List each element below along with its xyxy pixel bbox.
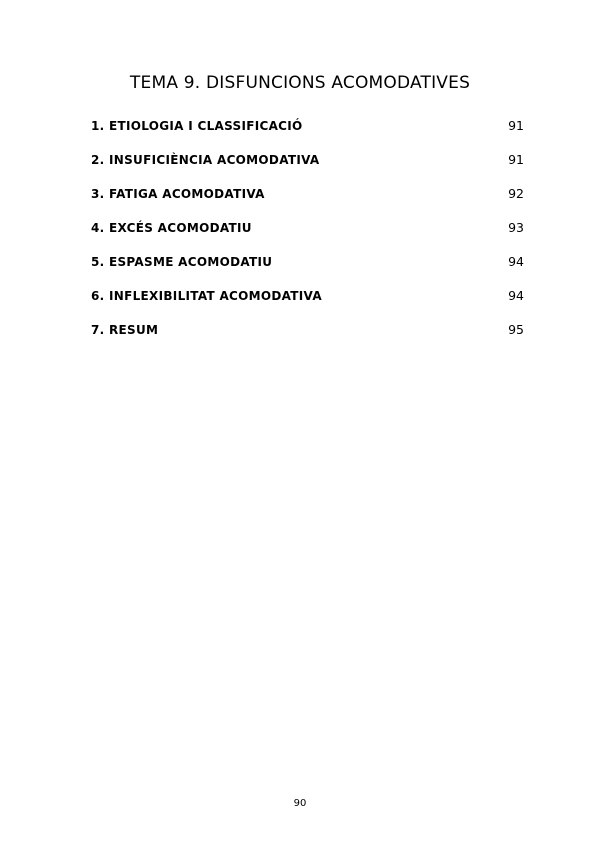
toc-entry: [91, 116, 524, 150]
toc-entry-label: 5. ESPASME ACOMODATIU: [91, 255, 273, 269]
toc-entry-label: 3. FATIGA ACOMODATIVA: [91, 187, 265, 201]
toc-entry-label: 6. INFLEXIBILITAT ACOMODATIVA: [91, 289, 322, 303]
toc-entry-label: 2. INSUFICIÈNCIA ACOMODATIVA: [91, 153, 320, 167]
toc-entry-page: 94: [508, 288, 524, 303]
toc-entry: [91, 218, 524, 252]
toc-entry-page: 95: [508, 322, 524, 337]
toc-entry-label: 4. EXCÉS ACOMODATIU: [91, 221, 252, 235]
toc-entry-page: 94: [508, 254, 524, 269]
toc-entry: [91, 252, 524, 286]
toc-entry: [91, 184, 524, 218]
toc-entry-page: 93: [508, 220, 524, 235]
page-number: 90: [293, 798, 307, 809]
toc-entry-page: 91: [508, 118, 524, 133]
toc-entry: [91, 286, 524, 320]
toc-entry-label: 1. ETIOLOGIA I CLASSIFICACIÓ: [91, 119, 303, 133]
page-title: TEMA 9. DISFUNCIONS ACOMODATIVES: [129, 73, 471, 93]
toc-entry: [91, 150, 524, 184]
table-of-contents: [91, 116, 524, 354]
toc-entry-page: 92: [508, 186, 524, 201]
toc-entry-label: 7. RESUM: [91, 323, 159, 337]
toc-entry: [91, 320, 524, 354]
toc-entry-page: 91: [508, 152, 524, 167]
